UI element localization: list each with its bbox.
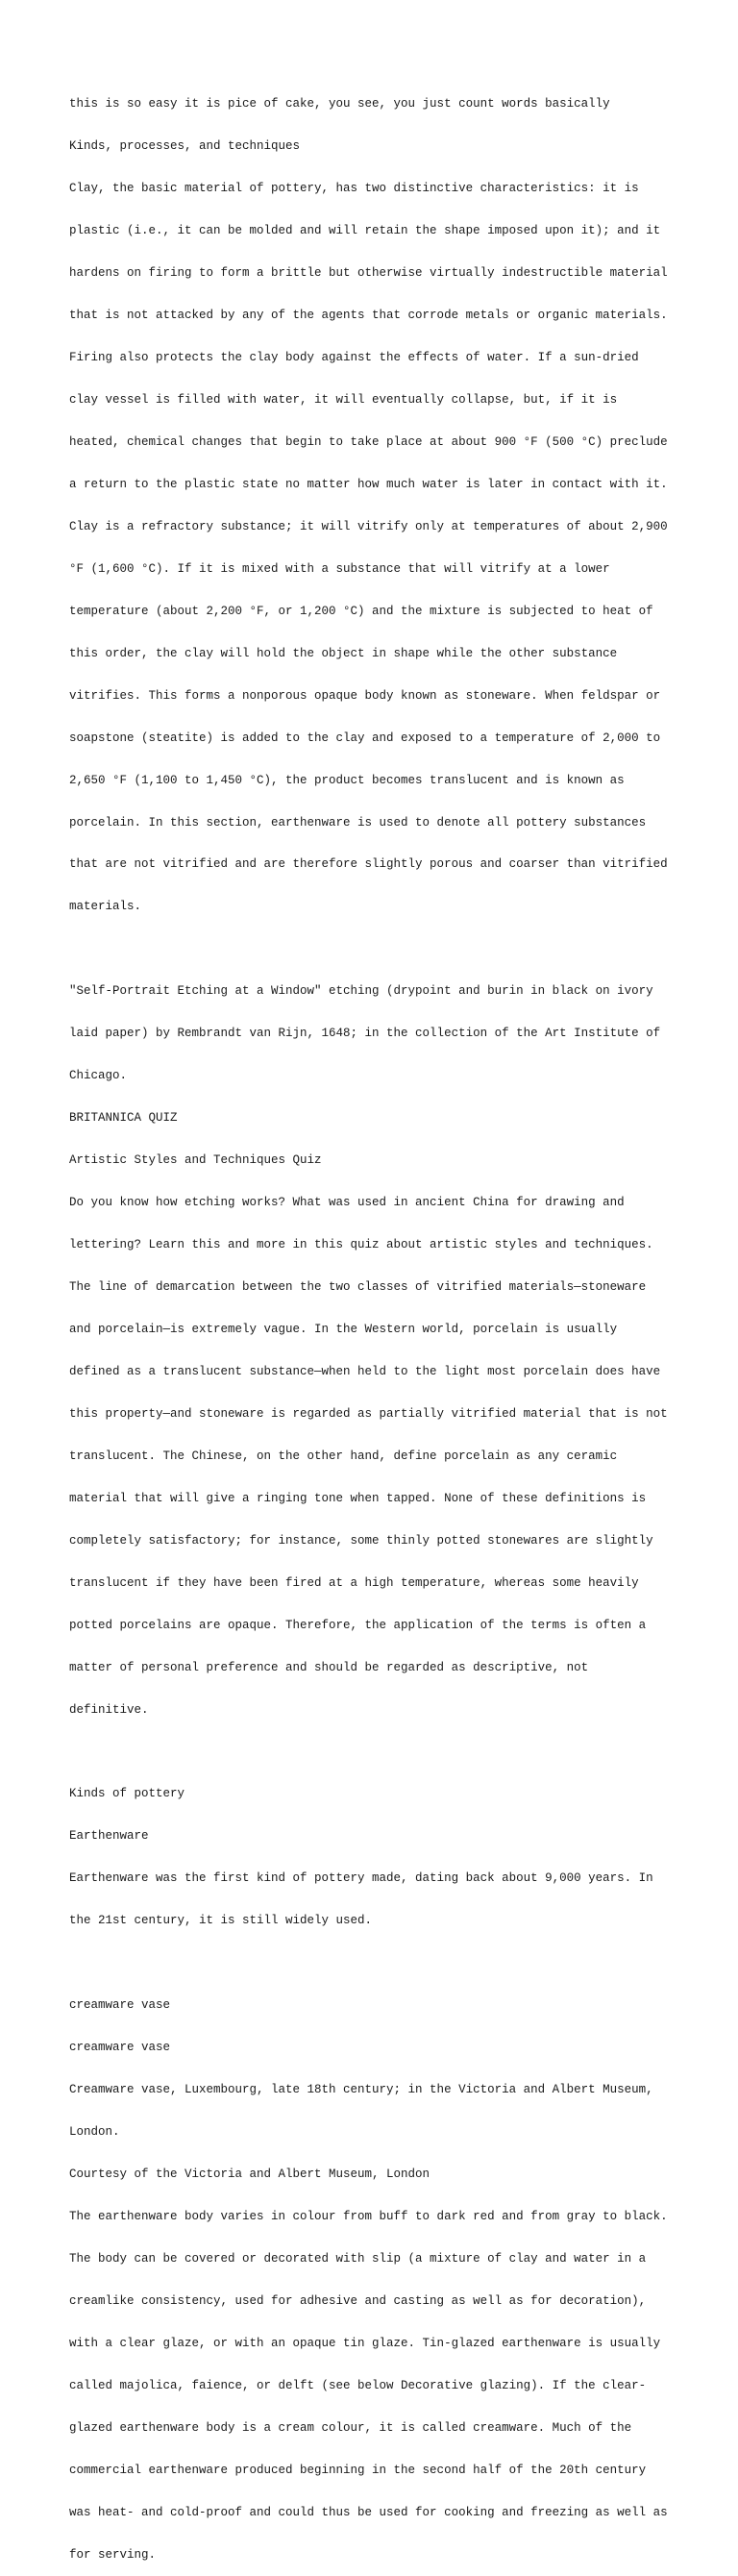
text-line: clay vessel is filled with water, it will eventually collapse, but, if it is: [69, 392, 618, 407]
text-line: commercial earthenware produced beginning in the second half of the 20th century: [69, 2463, 647, 2477]
text-line: heated, chemical changes that begin to take place at about 900 °F (500 °C) preclude: [69, 434, 668, 449]
image-alt-text: creamware vase: [69, 1998, 171, 2013]
text-line: The earthenware body varies in colour from buff to dark red and from gray to black.: [69, 2209, 668, 2223]
text-line: this order, the clay will hold the object in shape while the other substance: [69, 646, 618, 660]
text-line: potted porcelains are opaque. Therefore, the application of the terms is often a: [69, 1618, 647, 1632]
caption-line: Chicago.: [69, 1069, 128, 1083]
text-line: °F (1,600 °C). If it is mixed with a substance that will vitrify at a lower: [69, 561, 610, 576]
blank-line: [69, 1956, 684, 1970]
text-line: glazed earthenware body is a cream colour, it is called creamware. Much of the: [69, 2420, 632, 2435]
credit-line: Courtesy of the Victoria and Albert Museum, London: [69, 2167, 430, 2182]
caption-line: Creamware vase, Luxembourg, late 18th century; in the Victoria and Albert Museum,: [69, 2083, 653, 2097]
text-line: definitive.: [69, 1702, 149, 1717]
section-heading: Kinds, processes, and techniques: [69, 139, 301, 154]
caption-line: "Self-Portrait Etching at a Window" etching (drypoint and burin in black on ivory: [69, 984, 653, 999]
text-line: and porcelain—is extremely vague. In the Western world, porcelain is usually: [69, 1322, 618, 1336]
text-line: vitrifies. This forms a nonporous opaque body known as stoneware. When feldspar or: [69, 688, 661, 703]
blank-line: [69, 942, 684, 956]
text-line: Earthenware was the first kind of pottery made, dating back about 9,000 years. In: [69, 1871, 653, 1886]
text-line: was heat- and cold-proof and could thus be used for cooking and freezing as well as: [69, 2505, 668, 2519]
text-line: temperature (about 2,200 °F, or 1,200 °C) and the mixture is subjected to heat of: [69, 604, 653, 618]
quiz-label: BRITANNICA QUIZ: [69, 1111, 178, 1126]
quiz-title: Artistic Styles and Techniques Quiz: [69, 1153, 322, 1168]
text-line: plastic (i.e., it can be molded and will retain the shape imposed upon it); and it: [69, 224, 661, 238]
text-line: completely satisfactory; for instance, some thinly potted stonewares are slightly: [69, 1533, 653, 1548]
text-line: Firing also protects the clay body against the effects of water. If a sun-dried: [69, 351, 639, 365]
text-line: that are not vitrified and are therefore slightly porous and coarser than vitrified: [69, 857, 668, 872]
text-line: Clay, the basic material of pottery, has two distinctive characteristics: it is: [69, 182, 639, 196]
caption-line: London.: [69, 2125, 120, 2140]
image-alt-text: creamware vase: [69, 2041, 171, 2055]
text-line: called majolica, faience, or delft (see below Decorative glazing). If the clear-: [69, 2378, 647, 2392]
text-line: lettering? Learn this and more in this quiz about artistic styles and techniques.: [69, 1238, 653, 1252]
text-line: defined as a translucent substance—when held to the light most porcelain does have: [69, 1364, 661, 1378]
text-line: a return to the plastic state no matter how much water is later in contact with it.: [69, 477, 668, 491]
text-line: creamlike consistency, used for adhesive and casting as well as for decoration),: [69, 2293, 647, 2308]
text-line: this is so easy it is pice of cake, you see, you just count words basically: [69, 97, 610, 111]
text-line: for serving.: [69, 2547, 157, 2562]
document-page: [69, 69, 684, 2576]
subsection-heading: Earthenware: [69, 1829, 149, 1844]
text-line: Do you know how etching works? What was used in ancient China for drawing and: [69, 1196, 625, 1210]
text-line: this property—and stoneware is regarded as partially vitrified material that is not: [69, 1406, 668, 1421]
text-line: with a clear glaze, or with an opaque tin glaze. Tin-glazed earthenware is usually: [69, 2336, 661, 2350]
text-line: matter of personal preference and should be regarded as descriptive, not: [69, 1660, 589, 1674]
blank-line: [69, 1745, 684, 1759]
text-line: that is not attacked by any of the agents that corrode metals or organic materials.: [69, 309, 668, 323]
text-line: soapstone (steatite) is added to the clay and exposed to a temperature of 2,000 to: [69, 731, 661, 745]
text-line: hardens on firing to form a brittle but otherwise virtually indestructible material: [69, 266, 668, 281]
text-line: the 21st century, it is still widely used.: [69, 1914, 373, 1928]
text-line: material that will give a ringing tone when tapped. None of these definitions is: [69, 1491, 647, 1505]
text-line: translucent if they have been fired at a high temperature, whereas some heavily: [69, 1575, 639, 1590]
caption-line: laid paper) by Rembrandt van Rijn, 1648; in the collection of the Art Institute of: [69, 1027, 661, 1041]
text-line: The body can be covered or decorated with slip (a mixture of clay and water in a: [69, 2251, 647, 2266]
text-line: 2,650 °F (1,100 to 1,450 °C), the product becomes translucent and is known as: [69, 773, 625, 787]
text-line: materials.: [69, 900, 142, 914]
text-line: porcelain. In this section, earthenware is used to denote all pottery substances: [69, 815, 647, 830]
section-heading: Kinds of pottery: [69, 1787, 185, 1801]
text-line: The line of demarcation between the two classes of vitrified materials—stoneware: [69, 1280, 647, 1294]
text-line: translucent. The Chinese, on the other hand, define porcelain as any ceramic: [69, 1449, 618, 1463]
text-line: Clay is a refractory substance; it will vitrify only at temperatures of about 2,900: [69, 519, 668, 533]
